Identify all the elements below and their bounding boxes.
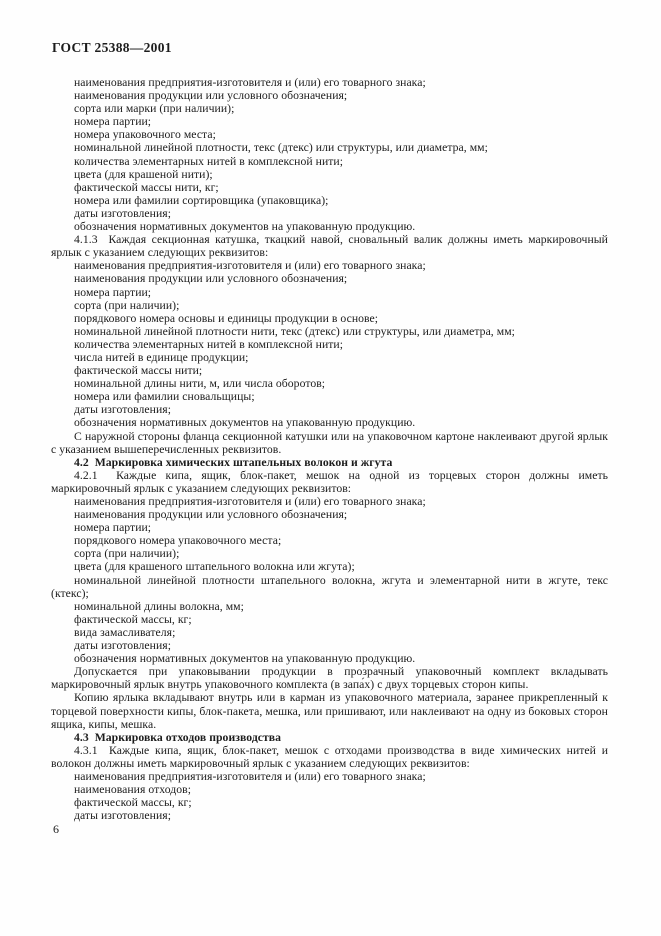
paragraph: даты изготовления;: [74, 809, 171, 823]
page-number: 6: [53, 822, 59, 836]
paragraph: числа нитей в единице продукции;: [74, 350, 249, 364]
paragraph: 4.2.1 Каждые кипа, ящик, блок-пакет, мешок на одной из торцевых сторон должны иметь маркировочный ярлык с указанием следующих реквизитов:: [51, 468, 608, 495]
paragraph: наименования предприятия-изготовителя и (или) его товарного знака;: [74, 76, 426, 89]
paragraph: 4.3.1 Каждые кипа, ящик, блок-пакет, мешок с отходами производства в виде химических нитей и волокон должны иметь маркировочный ярлык с указанием следующих реквизитов:: [51, 743, 608, 770]
paragraph: наименования продукции или условного обозначения;: [74, 89, 348, 103]
paragraph: вида замасливателя;: [74, 625, 176, 639]
paragraph: наименования предприятия-изготовителя и (или) его товарного знака;: [74, 769, 426, 783]
section-heading: 4.2 Маркировка химических штапельных волокон и жгута: [74, 455, 393, 469]
standard-designation: ГОСТ 25388—2001: [52, 40, 172, 55]
paragraph: цвета (для крашеной нити);: [74, 167, 213, 181]
paragraph: даты изготовления;: [74, 403, 171, 417]
paragraph: номера партии;: [74, 521, 152, 535]
paragraph: количества элементарных нитей в комплексной нити;: [74, 337, 344, 351]
document-body: [51, 76, 608, 822]
paragraph: даты изготовления;: [74, 639, 171, 653]
paragraph: номера партии;: [74, 115, 152, 129]
paragraph: наименования продукции или условного обозначения;: [74, 508, 348, 522]
paragraph: обозначения нормативных документов на упакованную продукцию.: [74, 652, 416, 666]
paragraph: цвета (для крашеного штапельного волокна или жгута);: [74, 560, 355, 574]
paragraph: номера или фамилии сортировщика (упаковщика);: [74, 193, 329, 207]
paragraph: номинальной линейной плотности штапельного волокна, жгута и элементарной нити в жгуте, текс (ктекс);: [51, 573, 608, 600]
paragraph: наименования продукции или условного обозначения;: [74, 272, 348, 286]
paragraph: обозначения нормативных документов на упакованную продукцию.: [74, 416, 416, 430]
paragraph: номинальной длины нити, м, или числа оборотов;: [74, 377, 326, 391]
paragraph: наименования предприятия-изготовителя и (или) его товарного знака;: [74, 259, 426, 273]
paragraph: фактической массы нити, кг;: [74, 180, 219, 194]
paragraph: обозначения нормативных документов на упакованную продукцию.: [74, 220, 416, 234]
paragraph: 4.1.3 Каждая секционная катушка, ткацкий навой, сновальный валик должны иметь маркировочный ярлык с указанием следующих реквизитов:: [51, 233, 608, 260]
paragraph: сорта (при наличии);: [74, 547, 180, 561]
paragraph: Копию ярлыка вкладывают внутрь или в карман из упаковочного материала, заранее прикрепленный к торцевой поверхности кипы, блок-пакета, мешка, или пришивают, или наклеивают на одну из боковых сторон ящика, кипы, мешка.: [51, 691, 608, 731]
paragraph: номера партии;: [74, 285, 152, 299]
paragraph: количества элементарных нитей в комплексной нити;: [74, 154, 344, 168]
paragraph: С наружной стороны фланца секционной катушки или на упаковочном картоне наклеивают другой ярлык с указанием вышеперечисленных реквизитов.: [51, 429, 608, 456]
paragraph: номинальной линейной плотности, текс (дтекс) или структуры, или диаметра, мм;: [74, 141, 488, 155]
paragraph: сорта (при наличии);: [74, 298, 180, 312]
paragraph: номера или фамилии сновальщицы;: [74, 390, 255, 404]
paragraph: порядкового номера основы и единицы продукции в основе;: [74, 311, 379, 325]
paragraph: Допускается при упаковывании продукции в прозрачный упаковочный комплект вкладывать маркировочный ярлык внутрь упаковочного комплекта (в запа́х) с двух торцевых сторон кипы.: [51, 665, 608, 692]
paragraph: даты изготовления;: [74, 206, 171, 220]
paragraph: фактической массы нити;: [74, 364, 203, 378]
section-heading: 4.3 Маркировка отходов производства: [74, 730, 282, 744]
paragraph: номера упаковочного места;: [74, 128, 216, 142]
paragraph: порядкового номера упаковочного места;: [74, 534, 282, 548]
paragraph: фактической массы, кг;: [74, 796, 192, 810]
paragraph: наименования отходов;: [74, 783, 192, 797]
paragraph: наименования предприятия-изготовителя и (или) его товарного знака;: [74, 495, 426, 508]
paragraph: сорта или марки (при наличии);: [74, 102, 235, 116]
paragraph: фактической массы, кг;: [74, 612, 192, 626]
paragraph: номинальной длины волокна, мм;: [74, 599, 244, 613]
paragraph: номинальной линейной плотности нити, текс (дтекс) или структуры, или диаметра, мм;: [74, 324, 515, 338]
